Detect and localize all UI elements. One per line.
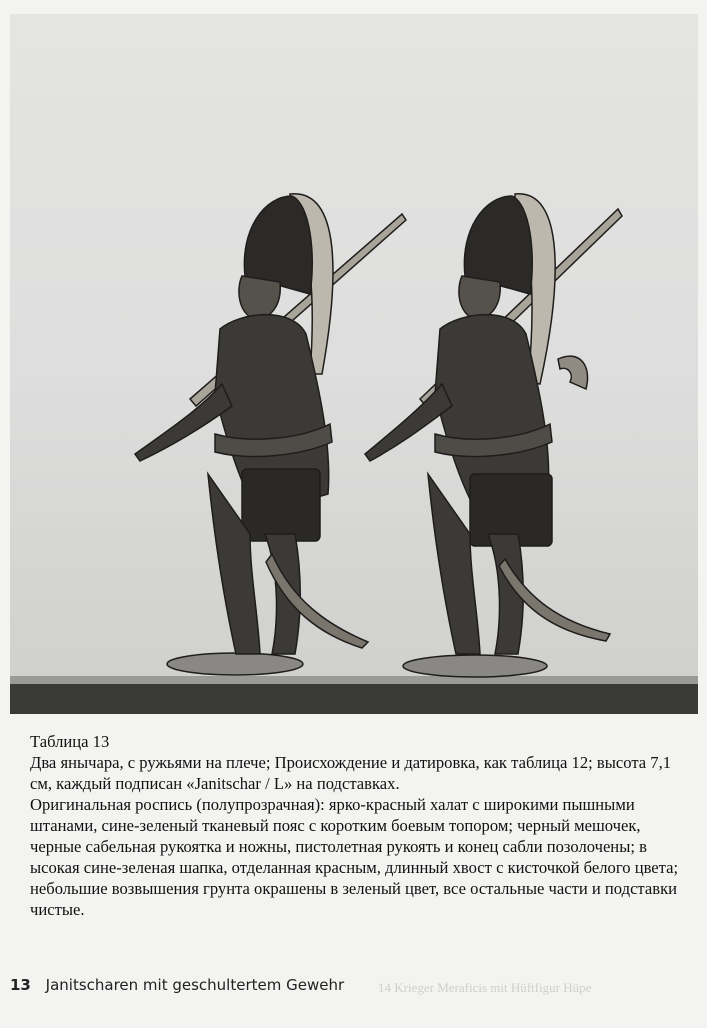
table-top	[10, 676, 698, 684]
janissary-figure-left	[135, 194, 406, 675]
caption-title: Таблица 13	[30, 732, 110, 751]
caption-painting-notes: Оригинальная роспись (полупрозрачная): ярко-красный халат с широкими пышными штанами, сине-зеленый тканевый пояс с коротким боевым топором; черный мешочек, черные сабельная рукоятка и ножны, пистолетная рукоять и конец сабли позолочены; в ысокая сине-зеленая шапка, отделанная красным, длинный хвост с кисточкой белого цвета; небольшие возвышения грунта окрашены в зеленый цвет, все остальные части и подставки чистые.	[30, 795, 679, 919]
caption	[30, 731, 690, 920]
photograph	[10, 14, 698, 714]
janissary-figures-image	[10, 14, 698, 714]
footer-title: Janitscharen mit geschultertem Gewehr	[45, 976, 345, 994]
bleed-through-text: 14 Krieger Meraficis mit Hüftfigur Hüpe	[378, 980, 592, 995]
janissary-figure-right	[365, 194, 622, 677]
page-number: 13	[10, 976, 31, 994]
table-edge	[10, 682, 698, 714]
caption-description: Два янычара, с ружьями на плече; Происхождение и датировка, как таблица 12; высота 7,1 см, каждый подписан «Janitschar / L» на подставках.	[30, 753, 672, 793]
page-footer	[10, 976, 344, 994]
